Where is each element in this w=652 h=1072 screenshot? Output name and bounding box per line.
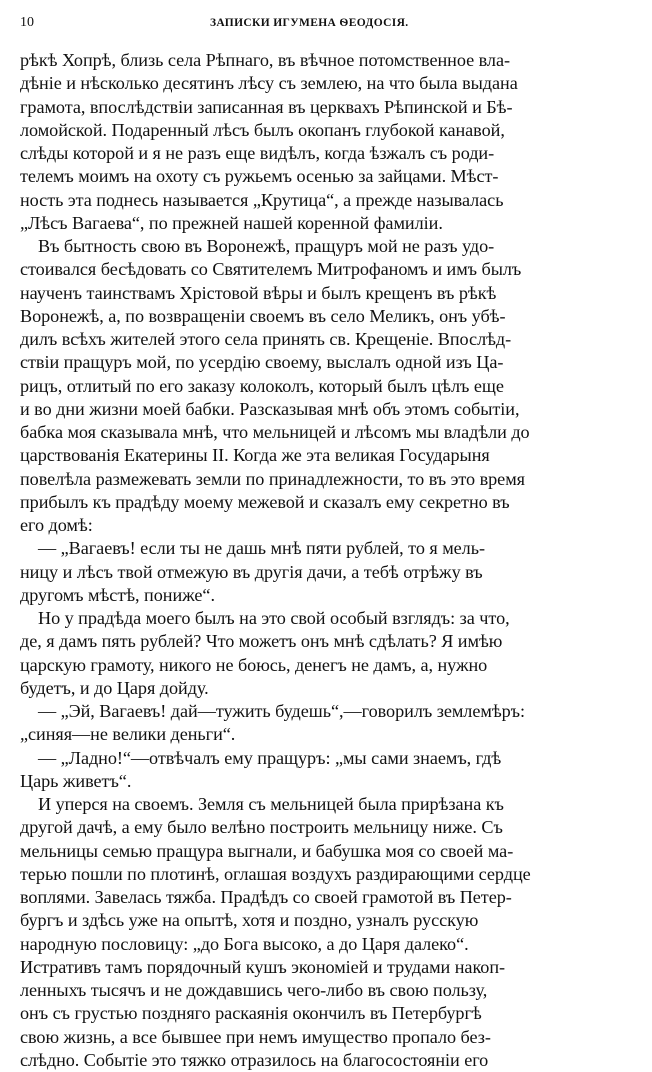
text-line: Въ бытность свою въ Воронежѣ, пращуръ мой не разъ удо-: [38, 236, 495, 256]
text-line: народную пословицу: „до Бога высоко, а до Царя далеко“.: [20, 933, 469, 954]
text-line: слѣдно. Событіе это тяжко отразилось на благосостояніи его: [20, 1049, 489, 1070]
text-line: „синяя—не велики деньги“.: [20, 724, 236, 745]
text-line: повелѣла размежевать земли по принадлежности, то въ это время: [20, 468, 525, 489]
text-line: Истративъ тамъ порядочный кушъ экономіей и трудами накоп-: [20, 956, 506, 977]
text-line: царствованія Екатерины II. Когда же эта великая Государыня: [20, 445, 490, 466]
text-line: свою жизнь, а все бывшее при немъ имущество пропало без-: [20, 1026, 491, 1047]
text-line: телемъ моимъ на охоту съ ружьемъ осенью за зайцами. Мѣст-: [20, 166, 499, 187]
text-line: бабка моя сказывала мнѣ, что мельницей и лѣсомъ мы владѣли до: [20, 422, 530, 442]
text-line: ломойской. Подаренный лѣсъ былъ окопанъ глубокой канавой,: [20, 119, 505, 140]
text-line: мельницы семью пращура выгнали, и бабушка моя со своей ма-: [20, 840, 514, 861]
text-line: воплями. Завелась тяжба. Прадѣдъ со своей грамотой въ Петер-: [20, 887, 512, 907]
running-title: ЗАПИСКИ ИГУМЕНА ѲЕОДОСІЯ.: [210, 17, 409, 29]
text-line: бургъ и здѣсь уже на опытѣ, хотя и поздно, узналъ русскую: [20, 910, 479, 931]
text-line: Царь живетъ“.: [20, 770, 132, 791]
text-line: — „Эй, Вагаевъ! дай—тужить будешь“,—говорилъ землемѣръ:: [38, 701, 526, 721]
text-line: слѣды которой и я не разъ еще видѣлъ, когда ѣзжалъ съ роди-: [20, 143, 495, 163]
text-line: ность эта поднесь называется „Крутица“, а прежде называлась: [20, 189, 504, 210]
text-line: терью пошли по плотинѣ, оглашая воздухъ раздирающими сердце: [20, 863, 531, 884]
text-line: прибылъ къ прадѣду моему межевой и сказалъ ему секретно въ: [20, 491, 510, 512]
text-line: другомъ мѣстѣ, пониже“.: [20, 584, 215, 605]
text-line: де, я дамъ пять рублей? Что можетъ онъ мнѣ сдѣлать? Я имѣю: [20, 631, 503, 652]
text-line: грамота, впослѣдствіи записанная въ церквахъ Рѣпинской и Бѣ-: [20, 96, 513, 117]
text-line: другой дачѣ, а ему было велѣно построить мельницу ниже. Съ: [20, 817, 503, 838]
text-line: онъ съ грустью поздняго раскаянія окончилъ въ Петербургѣ: [20, 1003, 482, 1024]
text-line: рѣкѣ Хопрѣ, близь села Рѣпнаго, въ вѣчное потомственное вла-: [20, 50, 510, 70]
text-line: его домѣ:: [20, 515, 93, 535]
text-line: ницу и лѣсъ твой отмежую въ другія дачи, а тебѣ отрѣжу въ: [20, 561, 483, 582]
text-line: будетъ, и до Царя дойду.: [20, 677, 209, 698]
text-line: царскую грамоту, никого не боюсь, денегъ не дамъ, а, нужно: [20, 654, 488, 675]
text-line: дилъ всѣхъ жителей этого села принять св. Крещеніе. Впослѣд-: [20, 329, 512, 349]
text-line: Но у прадѣда моего былъ на это свой особый взглядъ: за что,: [38, 608, 510, 628]
text-line: — „Ладно!“—отвѣчалъ ему пращуръ: „мы сами знаемъ, гдѣ: [38, 747, 502, 768]
text-line: стоивался бесѣдовать со Святителемъ Митрофаномъ и имъ былъ: [20, 259, 522, 280]
text-line: И уперся на своемъ. Земля съ мельницей была прирѣзана къ: [38, 794, 504, 814]
text-line: дѣніе и нѣсколько десятинъ лѣсу съ землею, на что была выдана: [20, 73, 518, 94]
text-line: — „Вагаевъ! если ты не дашь мнѣ пяти рублей, то я мель-: [38, 538, 485, 559]
running-head: [20, 13, 632, 33]
text-line: рицъ, отлитый по его заказу колоколъ, который былъ цѣлъ еще: [20, 375, 504, 396]
text-line: Воронежѣ, а, по возвращеніи своемъ въ село Меликъ, онъ убѣ-: [20, 305, 506, 326]
text-line: ствіи пращуръ мой, по усердію своему, выслалъ одной изъ Ца-: [20, 352, 504, 373]
text-line: наученъ таинствамъ Хрістовой вѣры и былъ крещенъ въ рѣкѣ: [20, 282, 497, 303]
page-number: 10: [20, 15, 34, 30]
text-line: ленныхъ тысячъ и не дождавшись чего-либо въ свою пользу,: [20, 980, 488, 1000]
text-line: „Лѣсъ Вагаева“, по прежней нашей коренной фамиліи.: [20, 212, 443, 233]
body-text: [20, 49, 631, 1070]
text-line: и во дни жизни моей бабки. Разсказывая мнѣ объ этомъ событіи,: [20, 398, 520, 419]
